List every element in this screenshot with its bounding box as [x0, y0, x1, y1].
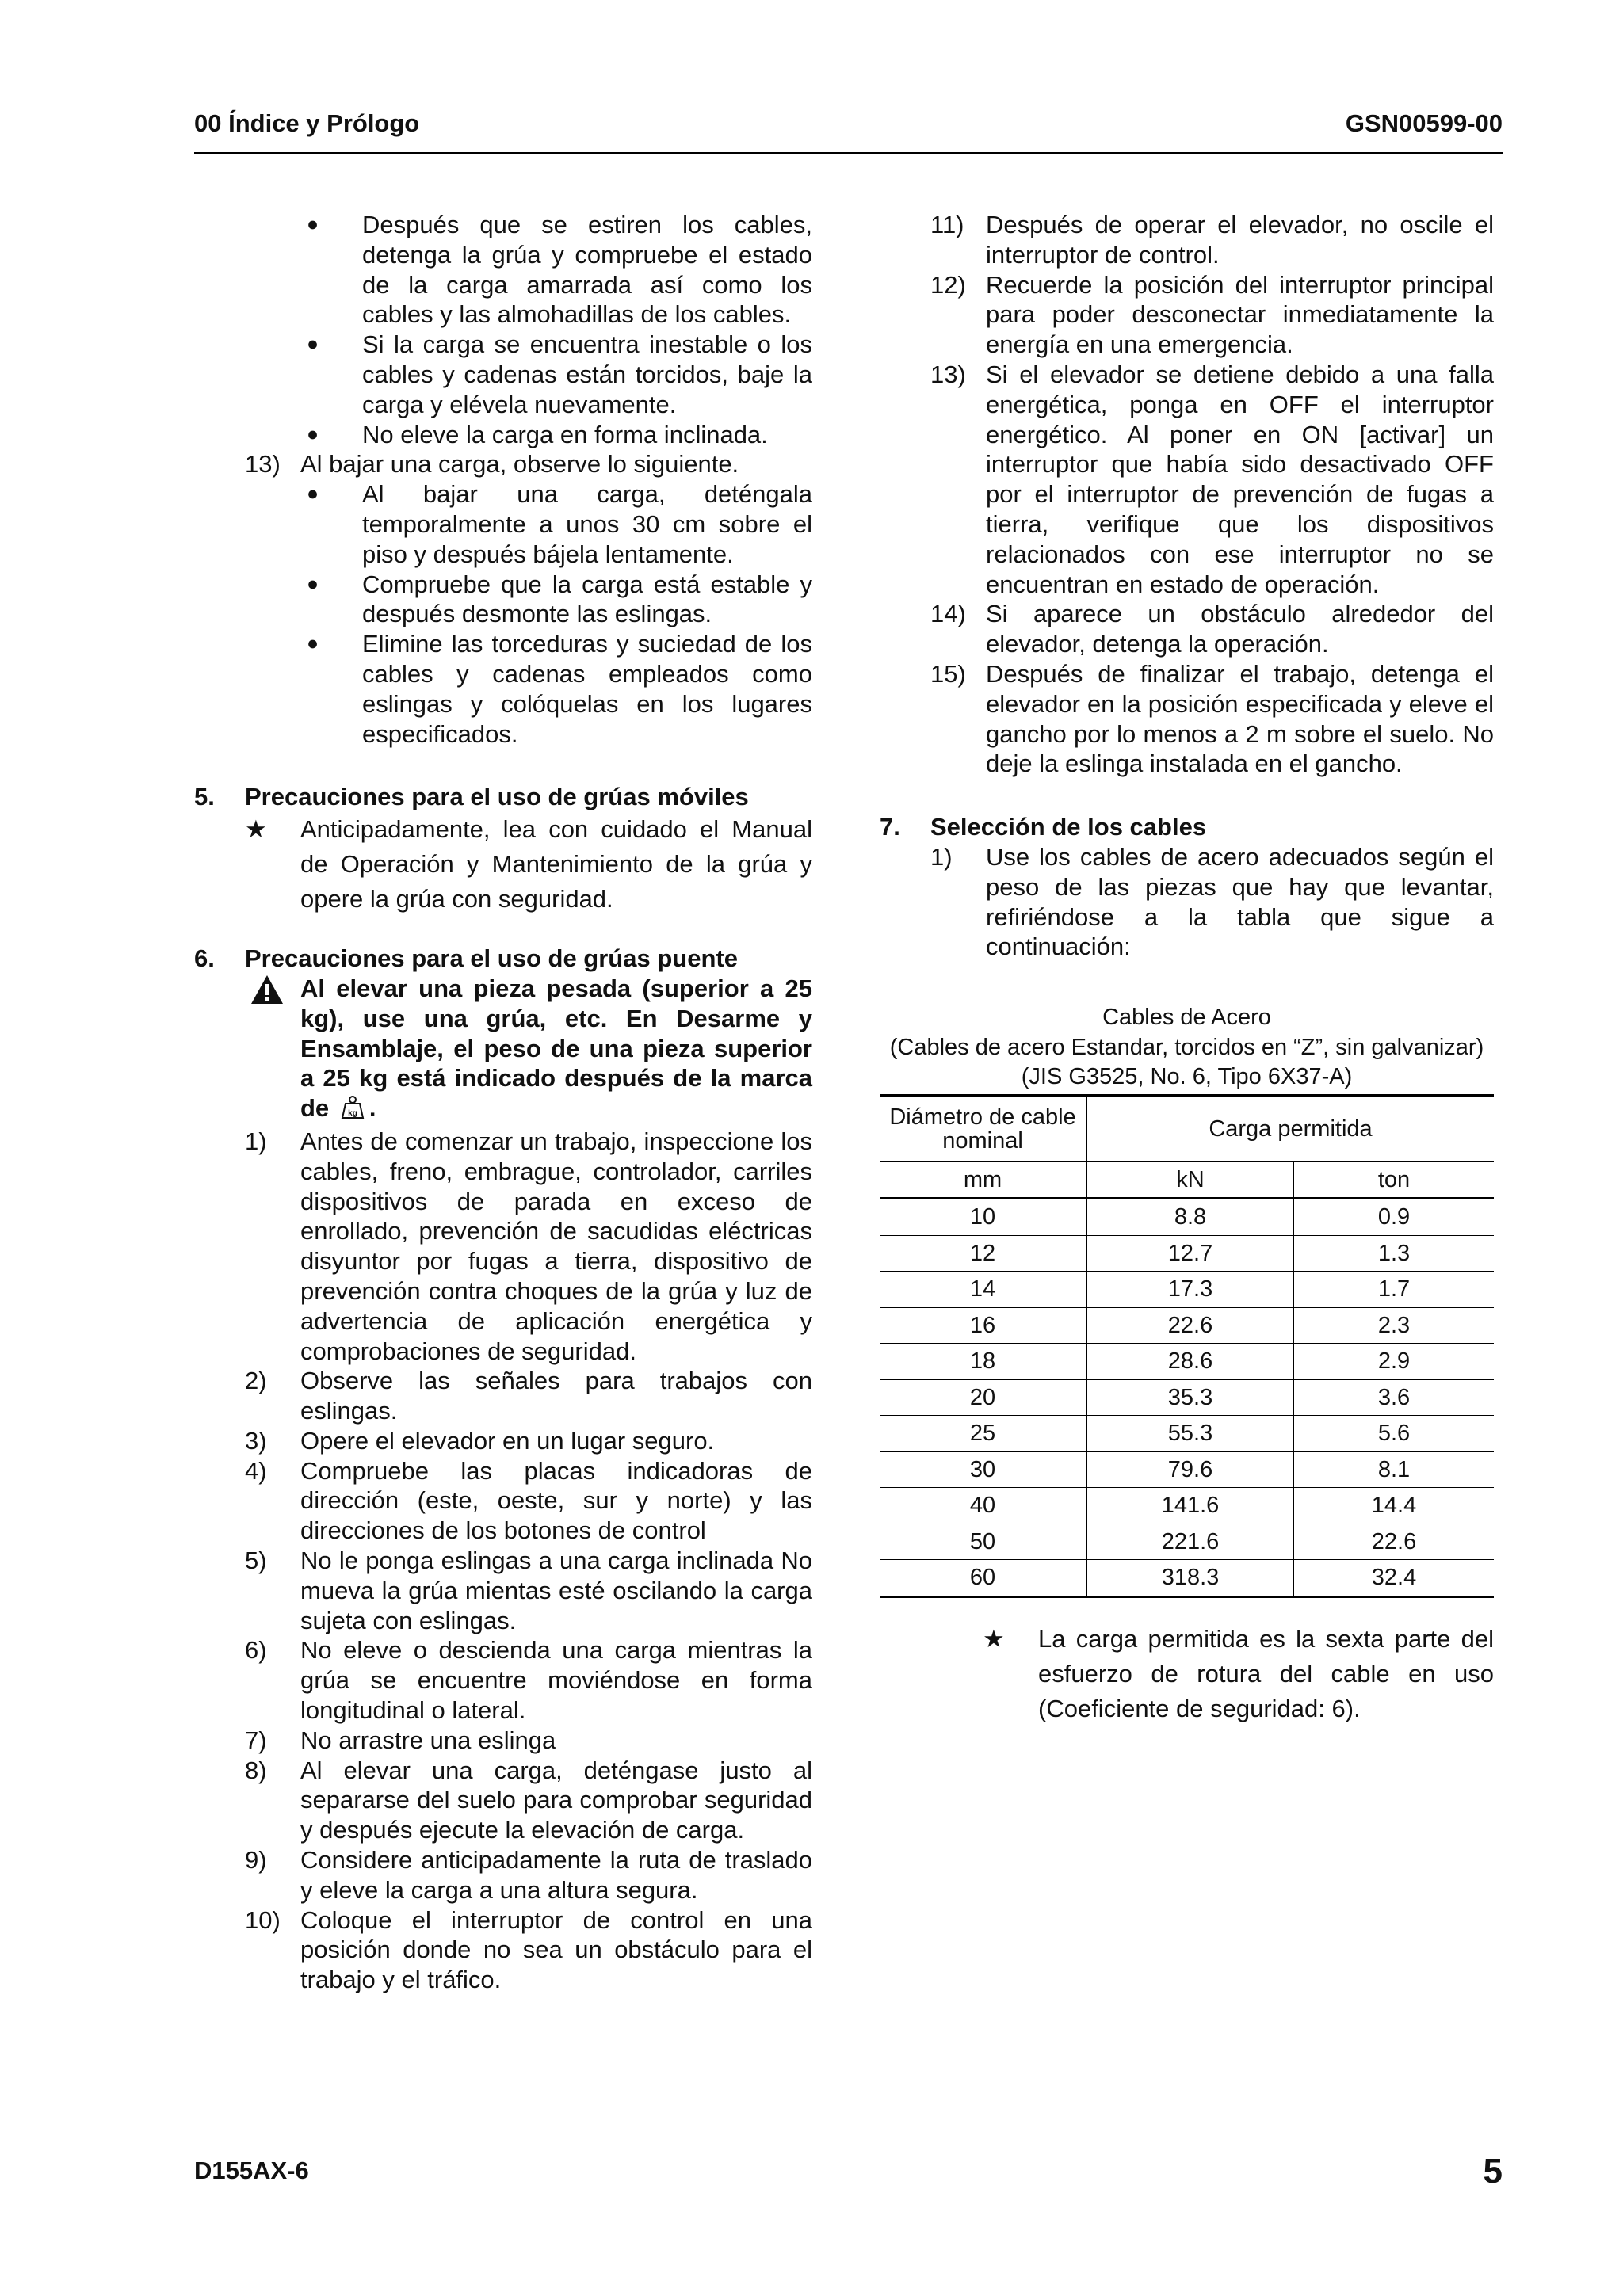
cell-load-ton: 5.6 — [1294, 1416, 1495, 1452]
item-number: 10) — [245, 1905, 281, 1934]
table-row — [880, 1344, 1494, 1380]
cell-load-kn: 318.3 — [1086, 1560, 1294, 1597]
page-number: 5 — [1483, 2152, 1503, 2191]
cell-load-ton: 1.3 — [1294, 1235, 1495, 1272]
list-item — [194, 479, 812, 569]
table-header-diameter: Diámetro de cable nominal — [880, 1095, 1086, 1161]
section-number: 7. — [880, 813, 900, 841]
section-5-note — [194, 812, 812, 917]
cell-load-ton: 3.6 — [1294, 1379, 1495, 1416]
section-6-heading — [194, 944, 812, 974]
header-section-title: 00 Índice y Prólogo — [194, 109, 420, 137]
numbered-item — [194, 1726, 812, 1756]
header-divider — [194, 152, 1503, 154]
cell-diameter: 20 — [880, 1379, 1086, 1416]
section-6-list — [194, 1127, 812, 1995]
numbered-item — [194, 1756, 812, 1845]
numbered-item — [194, 1905, 812, 1995]
item-text: Observe las señales para trabajos con eslingas. — [300, 1367, 812, 1425]
item-number: 13) — [930, 360, 966, 388]
numbered-item — [194, 1426, 812, 1456]
table-body — [880, 1199, 1494, 1597]
warning-text: Al elevar una pieza pesada (superior a 25 kg), use una grúa, etc. En Desarme y Ensamblaje, el peso de una pieza superior a 25 kg está indicado después de la marca de — [300, 974, 812, 1123]
bullet-icon: ● — [307, 422, 319, 445]
list-item-text: Si la carga se encuentra inestable o los cables y cadenas están torcidos, baje la carga y elévela nuevamente. — [362, 330, 812, 418]
bullet-icon: ● — [307, 213, 319, 235]
list-item-text: Compruebe que la carga está estable y después desmonte las eslingas. — [362, 570, 812, 628]
item-number: 2) — [245, 1367, 267, 1395]
numbered-item — [194, 1127, 812, 1366]
item-text: Recuerde la posición del interruptor principal para poder desconectar inmediatamente la energía en una emergencia. — [986, 270, 1494, 359]
bullet-icon: ● — [307, 572, 319, 595]
table-header-load: Carga permitida — [1086, 1095, 1494, 1161]
numbered-item — [194, 1845, 812, 1905]
list-item — [194, 210, 812, 330]
cable-load-table — [880, 1094, 1494, 1598]
item-text: Después de finalizar el trabajo, detenga el elevador en la posición especificada y eleve el gancho por lo menos a 2 m sobre el suelo. No deje la eslinga instalada en el gancho. — [986, 659, 1494, 778]
item-number: 6) — [245, 1636, 267, 1665]
right-numbered-list — [880, 210, 1494, 779]
item-text: Después de operar el elevador, no oscile el interruptor de control. — [986, 211, 1494, 269]
item-text: Si aparece un obstáculo alrededor del elevador, detenga la operación. — [986, 600, 1494, 658]
cell-diameter: 18 — [880, 1344, 1086, 1380]
cell-load-kn: 79.6 — [1086, 1451, 1294, 1488]
header-doc-code: GSN00599-00 — [1345, 109, 1503, 137]
item-number: 1) — [930, 842, 953, 871]
item-text: Al bajar una carga, observe lo siguiente. — [300, 450, 739, 479]
cell-load-kn: 22.6 — [1086, 1307, 1294, 1344]
cell-load-ton: 1.7 — [1294, 1272, 1495, 1308]
item-number: 4) — [245, 1456, 267, 1485]
table-row — [880, 1488, 1494, 1524]
note-text: Anticipadamente, lea con cuidado el Manual de Operación y Mantenimiento de la grúa y opere la grúa con seguridad. — [300, 815, 812, 913]
item-number: 1) — [245, 1127, 267, 1155]
cell-diameter: 60 — [880, 1560, 1086, 1597]
table-unit-ton: ton — [1294, 1161, 1495, 1199]
right-column — [880, 210, 1494, 1726]
warning-end: . — [369, 1094, 376, 1123]
numbered-item — [880, 659, 1494, 779]
item-number: 3) — [245, 1426, 267, 1455]
note-text: La carga permitida es la sexta parte del esfuerzo de rotura del cable en uso (Coeficiente de seguridad: 6). — [1038, 1624, 1494, 1722]
item-number: 14) — [930, 600, 966, 628]
item-text: Coloque el interruptor de control en una posición donde no sea un obstáculo para el trabajo y el tráfico. — [300, 1905, 812, 1994]
numbered-item — [880, 360, 1494, 599]
item-number: 15) — [930, 659, 966, 688]
cell-load-ton: 8.1 — [1294, 1451, 1495, 1488]
section-6-warning — [194, 974, 812, 1127]
numbered-item — [880, 599, 1494, 659]
table-unit-kn: kN — [1086, 1161, 1294, 1199]
item-text: Considere anticipadamente la ruta de traslado y eleve la carga a una altura segura. — [300, 1846, 812, 1904]
cell-load-ton: 22.6 — [1294, 1524, 1495, 1560]
item-text: Opere el elevador en un lugar seguro. — [300, 1426, 715, 1455]
numbered-item — [880, 210, 1494, 270]
section-5-heading — [194, 782, 812, 812]
table-row — [880, 1560, 1494, 1597]
item-text: Antes de comenzar un trabajo, inspeccione los cables, freno, embrague, controlador, carriles dispositivos de parada en exceso de enrollado, prevención de sacudidas eléctricas disyuntor por fugas a tierra, dispositivo de prevención contra choques de la grúa y luz de advertencia de aplicación energética y comprobaciones de seguridad. — [300, 1127, 812, 1365]
section-7-heading — [880, 812, 1494, 842]
footer-model: D155AX-6 — [194, 2157, 309, 2184]
numbered-item — [194, 1366, 812, 1426]
cell-load-ton: 14.4 — [1294, 1488, 1495, 1524]
numbered-item — [194, 449, 812, 479]
numbered-item — [880, 270, 1494, 360]
section-title: Selección de los cables — [930, 813, 1207, 841]
table-row — [880, 1524, 1494, 1560]
cell-load-ton: 0.9 — [1294, 1199, 1495, 1236]
item-number: 9) — [245, 1846, 267, 1875]
item-number: 12) — [930, 270, 966, 299]
cell-load-ton: 2.3 — [1294, 1307, 1495, 1344]
list-item-text: Elimine las torceduras y suciedad de los cables y cadenas empleados como eslingas y colóquelas en los lugares especificados. — [362, 630, 812, 748]
bullet-icon: ● — [307, 482, 319, 505]
numbered-item — [194, 1546, 812, 1635]
cell-load-kn: 17.3 — [1086, 1272, 1294, 1308]
section-number: 5. — [194, 783, 215, 811]
item-number: 13) — [245, 450, 281, 479]
item-number: 11) — [930, 211, 964, 238]
cell-diameter: 40 — [880, 1488, 1086, 1524]
item-text: No eleve o descienda una carga mientras la grúa se encuentre moviéndose en forma longitudinal o lateral. — [300, 1636, 812, 1725]
item-text: Compruebe las placas indicadoras de dirección (este, oeste, sur y norte) y las direcciones de los botones de control — [300, 1456, 812, 1545]
warning-text-block — [300, 974, 812, 1127]
cell-load-kn: 141.6 — [1086, 1488, 1294, 1524]
star-icon: ★ — [983, 1624, 1005, 1653]
table-row — [880, 1379, 1494, 1416]
warning-triangle-icon — [250, 974, 300, 1127]
cell-diameter: 10 — [880, 1199, 1086, 1236]
bullet-icon: ● — [307, 632, 319, 655]
table-unit-mm: mm — [880, 1161, 1086, 1199]
list-item-text: Después que se estiren los cables, detenga la grúa y compruebe el estado de la carga amarrada así como los cables y las almohadillas de los cables. — [362, 211, 812, 329]
list-item — [194, 420, 812, 450]
cell-load-kn: 12.7 — [1086, 1235, 1294, 1272]
item-number: 8) — [245, 1756, 267, 1784]
cell-load-kn: 28.6 — [1086, 1344, 1294, 1380]
item-number: 5) — [245, 1547, 267, 1575]
cell-load-kn: 221.6 — [1086, 1524, 1294, 1560]
table-caption-title: Cables de Acero — [1102, 1005, 1271, 1031]
list-item-text: Al bajar una carga, deténgala temporalmente a unos 30 cm sobre el piso y después bájela lentamente. — [362, 480, 812, 568]
item-number: 7) — [245, 1726, 267, 1754]
item-text: Al elevar una carga, deténgase justo al separarse del suelo para comprobar seguridad y después ejecute la elevación de carga. — [300, 1756, 812, 1844]
numbered-item — [880, 842, 1494, 962]
list-item — [194, 330, 812, 419]
table-row — [880, 1235, 1494, 1272]
cell-load-kn: 35.3 — [1086, 1379, 1294, 1416]
cell-load-ton: 32.4 — [1294, 1560, 1495, 1597]
table-note — [880, 1622, 1494, 1726]
item-text: No arrastre una eslinga — [300, 1726, 556, 1754]
list-item-text: No eleve la carga en forma inclinada. — [362, 420, 768, 448]
numbered-item — [194, 1635, 812, 1725]
table-row — [880, 1199, 1494, 1236]
item-text: Use los cables de acero adecuados según el peso de las piezas que hay que levantar, refiriéndose a la tabla que sigue a continuación: — [986, 842, 1494, 961]
cell-diameter: 12 — [880, 1235, 1086, 1272]
table-row — [880, 1451, 1494, 1488]
table-caption-standard: (JIS G3525, No. 6, Tipo 6X37-A) — [1021, 1064, 1353, 1090]
table-row — [880, 1416, 1494, 1452]
table-row — [880, 1272, 1494, 1308]
item-text: No le ponga eslingas a una carga inclinada No mueva la grúa mientas esté oscilando la carga sujeta con eslingas. — [300, 1547, 812, 1634]
numbered-item — [194, 1456, 812, 1546]
cell-diameter: 25 — [880, 1416, 1086, 1452]
list-item — [194, 570, 812, 630]
cell-load-kn: 55.3 — [1086, 1416, 1294, 1452]
table-caption-subtitle: (Cables de acero Estandar, torcidos en “Z”, sin galvanizar) — [889, 1034, 1484, 1060]
kg-weight-mark-icon — [338, 1094, 368, 1127]
list-item — [194, 629, 812, 749]
cell-load-kn: 8.8 — [1086, 1199, 1294, 1236]
section-title: Precauciones para el uso de grúas puente — [245, 944, 738, 973]
cell-diameter: 16 — [880, 1307, 1086, 1344]
table-row — [880, 1307, 1494, 1344]
section-number: 6. — [194, 944, 215, 973]
item-text: Si el elevador se detiene debido a una falla energética, ponga en OFF el interruptor energético. Al poner en ON [activar] un interruptor que había sido desactivado OFF por el interruptor de prevención de fugas a tierra, verifique que los dispositivos relacionados con ese interruptor no se encuentran en estado de operación. — [986, 360, 1494, 598]
cell-diameter: 14 — [880, 1272, 1086, 1308]
cell-diameter: 30 — [880, 1451, 1086, 1488]
bullet-icon: ● — [307, 333, 319, 356]
section-title: Precauciones para el uso de grúas móviles — [245, 783, 749, 811]
left-column — [194, 210, 812, 1995]
kg-mark-label: kg — [347, 1109, 357, 1119]
star-icon: ★ — [245, 815, 267, 844]
cell-diameter: 50 — [880, 1524, 1086, 1560]
cell-load-ton: 2.9 — [1294, 1344, 1495, 1380]
